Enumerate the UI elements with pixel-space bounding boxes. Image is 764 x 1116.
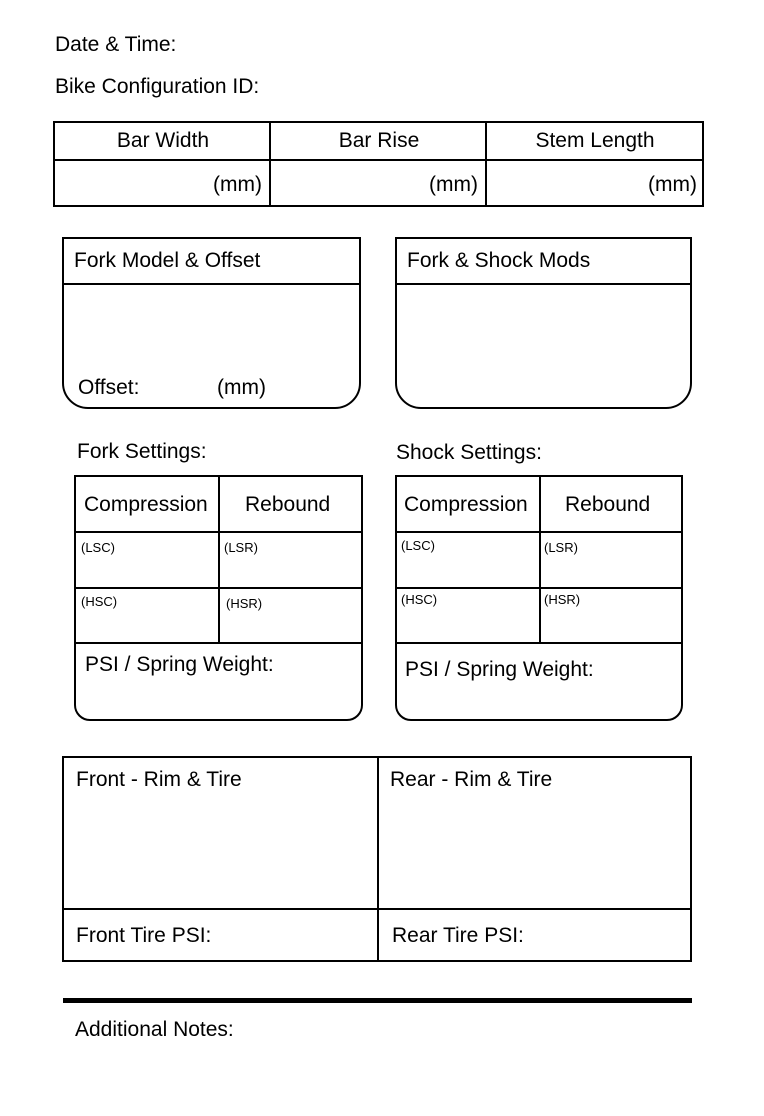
grid-divider: [397, 531, 681, 533]
additional-notes-label: Additional Notes:: [75, 1018, 234, 1041]
fork-settings-title: Fork Settings:: [77, 440, 207, 463]
table-divider: [55, 159, 702, 161]
front-rim-tire-title: Front - Rim & Tire: [76, 768, 242, 791]
offset-unit: (mm): [217, 376, 266, 399]
fork-hsc-label: (HSC): [81, 594, 118, 609]
stem-length-header: Stem Length: [535, 129, 655, 152]
offset-label: Offset:: [78, 376, 140, 399]
grid-divider: [377, 758, 379, 960]
shock-hsr-label: (HSR): [544, 592, 581, 607]
fork-compression-header: Compression: [84, 493, 208, 516]
stem-length-unit: (mm): [648, 173, 697, 196]
fork-rebound-header: Rebound: [245, 493, 331, 516]
grid-divider: [218, 477, 220, 643]
bike-config-label: Bike Configuration ID:: [55, 75, 260, 98]
bar-rise-header: Bar Rise: [338, 129, 420, 152]
bar-width-header: Bar Width: [116, 129, 210, 152]
grid-divider: [539, 477, 541, 643]
bar-width-unit: (mm): [213, 173, 262, 196]
grid-divider: [76, 587, 361, 589]
shock-lsc-label: (LSC): [401, 538, 435, 553]
fork-model-title: Fork Model & Offset: [74, 249, 261, 272]
box-divider: [397, 283, 690, 285]
fork-hsr-label: (HSR): [226, 596, 263, 611]
fork-settings-box: [74, 475, 363, 721]
shock-compression-header: Compression: [404, 493, 528, 516]
grid-divider: [64, 908, 690, 910]
mods-title: Fork & Shock Mods: [407, 249, 591, 272]
box-divider: [64, 283, 359, 285]
date-time-label: Date & Time:: [55, 33, 177, 56]
cockpit-table: [53, 121, 704, 207]
fork-psi-label: PSI / Spring Weight:: [85, 653, 274, 676]
bar-rise-unit: (mm): [429, 173, 478, 196]
shock-lsr-label: (LSR): [544, 540, 578, 555]
fork-lsc-label: (LSC): [81, 540, 115, 555]
shock-settings-box: [395, 475, 683, 721]
mods-box: [395, 237, 692, 409]
shock-psi-label: PSI / Spring Weight:: [405, 658, 594, 681]
fork-lsr-label: (LSR): [224, 540, 258, 555]
grid-divider: [76, 642, 361, 644]
shock-settings-title: Shock Settings:: [396, 441, 542, 464]
rim-tire-box: [62, 756, 692, 962]
grid-divider: [76, 531, 361, 533]
shock-rebound-header: Rebound: [565, 493, 651, 516]
rear-tire-psi-label: Rear Tire PSI:: [392, 924, 524, 947]
grid-divider: [397, 587, 681, 589]
front-tire-psi-label: Front Tire PSI:: [76, 924, 212, 947]
shock-hsc-label: (HSC): [401, 592, 438, 607]
fork-model-box: [62, 237, 361, 409]
rear-rim-tire-title: Rear - Rim & Tire: [390, 768, 553, 791]
section-divider: [63, 998, 692, 1003]
grid-divider: [397, 642, 681, 644]
